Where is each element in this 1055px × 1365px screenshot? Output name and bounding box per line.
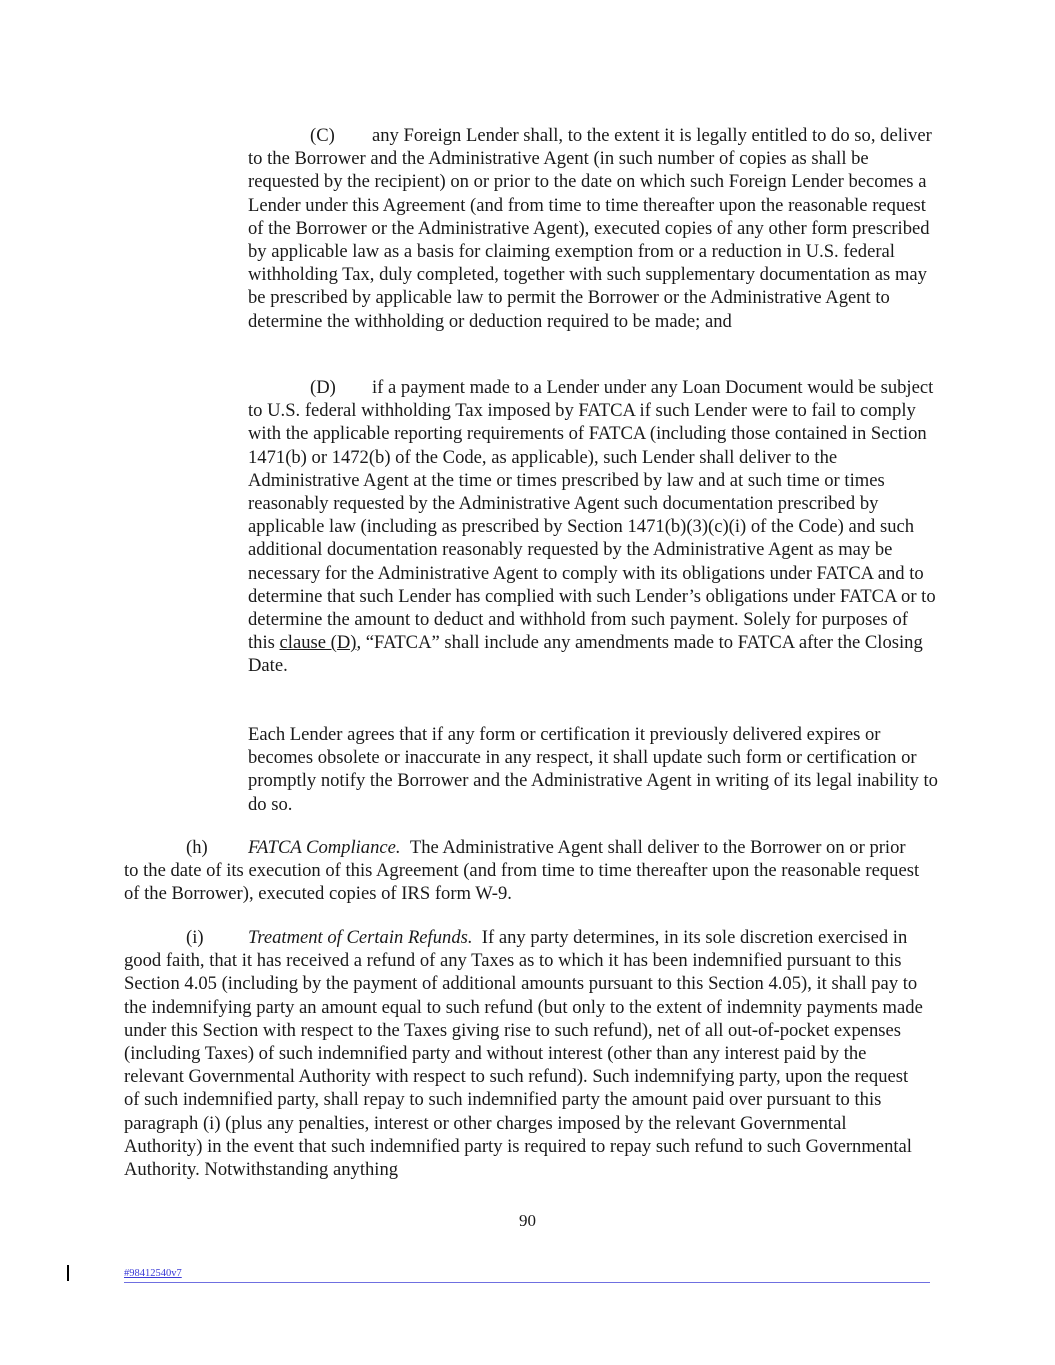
paragraph-c bbox=[248, 124, 938, 333]
page-number: 90 bbox=[519, 1211, 536, 1230]
paragraph-i-marker: (i) bbox=[186, 927, 204, 948]
footer-rule bbox=[124, 1282, 930, 1283]
paragraph-h-text: prior to the date of its execution of this Agreement (and from time to time thereafter upon the reasonable request of the Borrower), executed copies of IRS form W-9. bbox=[124, 837, 920, 905]
paragraph-c-marker: (C) bbox=[310, 125, 335, 146]
paragraph-h-marker: (h) bbox=[186, 837, 208, 858]
revision-bar bbox=[67, 1265, 69, 1281]
paragraph-d-tail: , “FATCA” shall include any amendments made to FATCA after the Closing Date. bbox=[248, 632, 923, 677]
document-id: #98412540v7 bbox=[124, 1268, 182, 1279]
paragraph-d bbox=[248, 376, 938, 678]
paragraph-i-heading: Treatment of Certain Refunds. bbox=[248, 927, 473, 948]
paragraph-d-marker: (D) bbox=[310, 377, 336, 398]
clause-d-reference: clause (D) bbox=[279, 632, 357, 654]
paragraph-i-text: good faith, that it has received a refund of any Taxes as to which it has been indemnified pursuant to this Section 4.05 (including by the payment of additional amounts pursuant to this Section 4.05), it shall pay to the indemnifying party an amount equal to such refund (but only to the extent of indemnity payments made under this Section with respect to the Taxes giving rise to such refund), net of all out-of-pocket expenses (including Taxes) of such indemnified party and without interest (other than any interest paid by the relevant Governmental Authority with respect to such refund). Such indemnifying party, upon the request of such indemnified party, shall repay to such indemnified party the amount paid over pursuant to this paragraph (i) (plus any penalties, interest or other charges imposed by the relevant Governmental Authority) in the event that such indemnified party is required to repay such refund to such Governmental Authority. Notwithstanding anything bbox=[124, 950, 923, 1181]
paragraph-h-heading: FATCA Compliance. bbox=[248, 837, 401, 858]
paragraph-d-text: subject to U.S. federal withholding Tax imposed by FATCA if such Lender were to fail to comply with the applicable reporting requirements of FATCA (including those contained in Section 1471(b) or 1472(b) of the Code, as applicable), such Lender shall deliver to the Administrative Agent at the time or times prescribed by law and at such time or times reasonably requested by the Administrative Agent such documentation prescribed by applicable law (including as prescribed by Section 1471(b)(3)(c)(i) of the Code) and such additional documentation reasonably requested by the Administrative Agent as may be necessary for the Administrative Agent to comply with its obligations under FATCA and to determine that such Lender has complied with such Lender’s obligations under FATCA or to determine the amount to deduct and withhold from such payment. Solely for purposes of this bbox=[248, 377, 936, 654]
paragraph-each-lender: Each Lender agrees that if any form or certification it previously delivered expires or becomes obsolete or inaccurate in any respect, it shall update such form or certification or promptly notify the Borrower and the Administrative Agent in writing of its legal inability to do so. bbox=[248, 724, 938, 815]
paragraph-c-first-line: any Foreign Lender shall, to the extent it is legally entitled to do so, bbox=[372, 125, 876, 146]
paragraph-d-first-line: if a payment made to a Lender under any Loan Document would be bbox=[372, 377, 876, 398]
paragraph-h bbox=[124, 836, 924, 906]
paragraph-i-first-line: If any party determines, in its sole discretion exercised in bbox=[481, 927, 908, 948]
paragraph-c-text: deliver to the Borrower and the Administrative Agent (in such number of copies as shall be requested by the recipient) on or prior to the date on which such Foreign Lender becomes a Lender under this Agreement (and from time to time thereafter upon the reasonable request of the Borrower or the Administrative Agent), executed copies of any other form prescribed by applicable law as a basis for claiming exemption from or a reduction in U.S. federal withholding Tax, duly completed, together with such supplementary documentation as may be prescribed by applicable law to permit the Borrower or the Administrative Agent to determine the withholding or deduction required to be made; and bbox=[248, 125, 932, 332]
paragraph-h-first-line: The Administrative Agent shall deliver to the Borrower on or bbox=[409, 837, 865, 858]
paragraph-i bbox=[124, 926, 924, 1181]
